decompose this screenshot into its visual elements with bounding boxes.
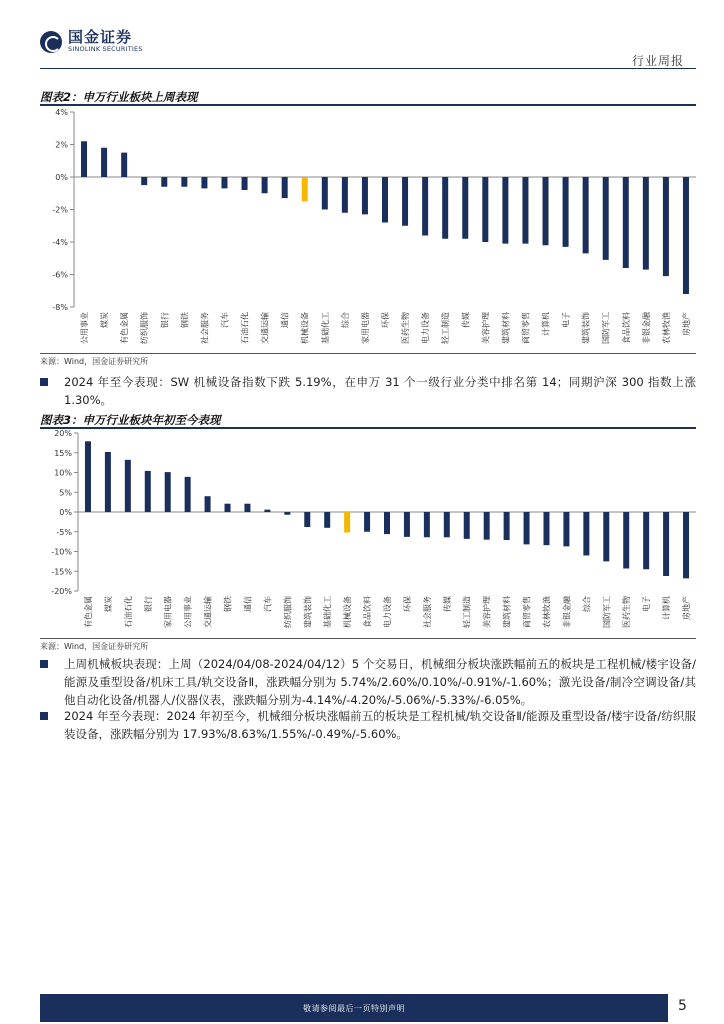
figure2-source: 来源：Wind，国金证券研究所 [40, 357, 149, 366]
bar [304, 512, 310, 527]
x-tick-label: 计算机 [662, 596, 672, 620]
footer-bar [40, 994, 668, 1022]
x-tick-label: 交通运输 [203, 596, 213, 628]
bar [161, 177, 167, 187]
bar [444, 512, 450, 537]
x-tick-label: 综合 [340, 312, 350, 328]
bar [364, 512, 370, 532]
bar [422, 177, 428, 236]
x-tick-label: 电子 [642, 596, 652, 612]
bar [302, 177, 308, 201]
bar [342, 177, 348, 213]
x-tick-label: 轻工制造 [462, 596, 472, 628]
x-tick-label: 国防军工 [601, 312, 611, 344]
logo-name-en: SINOLINK SECURITIES [68, 45, 143, 53]
x-tick-label: 农林牧渔 [542, 596, 552, 628]
bar [583, 512, 589, 555]
logo-name-cn: 国金证券 [68, 28, 133, 46]
bar [663, 512, 669, 576]
x-tick-label: 传媒 [442, 596, 452, 612]
x-tick-label: 房地产 [682, 596, 692, 620]
bar [264, 510, 270, 512]
bar [424, 512, 430, 537]
bar [603, 512, 609, 561]
bar [282, 177, 288, 198]
x-tick-label: 公用事业 [80, 312, 90, 344]
figure3-chart [40, 429, 696, 637]
bar [244, 504, 250, 512]
bar [623, 177, 629, 268]
x-tick-label: 电子 [561, 312, 571, 328]
bar [384, 512, 390, 534]
bar [603, 177, 609, 260]
x-tick-label: 钢铁 [223, 596, 233, 612]
bullet-last-week [40, 655, 696, 709]
bar [583, 177, 589, 253]
x-tick-label: 非银金融 [562, 596, 572, 628]
figure2-title: 图表2：申万行业板块上周表现 [40, 90, 198, 104]
x-tick-label: 传媒 [461, 312, 471, 328]
x-tick-label: 社会服务 [422, 596, 432, 628]
bar [284, 512, 290, 515]
bar [145, 471, 151, 512]
bullet-text: 2024 年至今表现：2024 年初至今，机械细分板块涨幅前五的板块是工程机械/轨交设备Ⅱ/能源及重型设备/楼宇设备/纺织服装设备，涨跌幅分别为 17.93%/8.63%/1.55%/-0.49%/-5.60%。 [64, 709, 696, 741]
x-tick-label: 机械设备 [343, 596, 353, 628]
x-tick-label: 通信 [243, 596, 253, 612]
x-tick-label: 社会服务 [200, 312, 210, 344]
bar [563, 177, 569, 247]
x-tick-label: 建筑材料 [502, 596, 512, 628]
bar [322, 177, 328, 210]
x-tick-label: 医药生物 [401, 312, 411, 344]
x-tick-label: 汽车 [263, 596, 273, 612]
bar [563, 512, 569, 546]
bar [85, 441, 91, 512]
x-tick-label: 有色金属 [120, 312, 130, 344]
x-tick-label: 煤炭 [103, 596, 113, 612]
x-tick-label: 家用电器 [163, 596, 173, 628]
bar [464, 512, 470, 539]
y-tick-label: -15% [51, 567, 72, 577]
bar [683, 177, 689, 294]
bar [543, 512, 549, 545]
bar [404, 512, 410, 537]
x-tick-label: 食品饮料 [363, 596, 373, 628]
bar [165, 472, 171, 512]
x-tick-label: 综合 [582, 596, 592, 612]
y-tick-label: -5% [56, 527, 72, 537]
bar [81, 141, 87, 177]
bar [502, 177, 508, 244]
bar [462, 177, 468, 239]
x-tick-label: 建筑材料 [501, 312, 511, 344]
x-tick-label: 商贸零售 [522, 596, 532, 628]
x-tick-label: 美容护理 [481, 312, 491, 344]
x-tick-label: 非银金融 [641, 312, 651, 344]
bar [643, 512, 649, 569]
x-tick-label: 环保 [381, 312, 390, 328]
bar [382, 177, 388, 223]
x-tick-label: 通信 [280, 312, 290, 328]
bar [484, 512, 490, 540]
x-tick-label: 食品饮料 [621, 312, 631, 344]
x-tick-label: 计算机 [541, 311, 551, 336]
y-tick-label: 10% [54, 468, 72, 478]
bar [663, 177, 669, 276]
x-tick-label: 汽车 [220, 312, 230, 328]
bar [442, 177, 448, 239]
x-tick-label: 国防军工 [602, 596, 612, 628]
y-tick-label: 20% [54, 429, 72, 438]
bar [623, 512, 629, 568]
bar [543, 177, 549, 245]
bar [683, 512, 689, 578]
figure3-source: 来源：Wind，国金证券研究所 [40, 642, 149, 651]
bullet-ytd-summary [40, 373, 696, 409]
bar [121, 153, 127, 177]
x-tick-label: 商贸零售 [521, 312, 531, 344]
y-tick-label: 2% [55, 140, 68, 150]
x-tick-label: 公用事业 [183, 596, 193, 628]
y-tick-label: -2% [52, 205, 68, 215]
header-divider [40, 68, 696, 69]
y-tick-label: 0% [55, 173, 68, 182]
company-logo [40, 30, 143, 53]
x-tick-label: 电力设备 [421, 312, 431, 344]
x-tick-label: 石油石化 [123, 596, 133, 628]
bar [201, 177, 207, 188]
bar [221, 177, 227, 188]
x-tick-label: 煤炭 [100, 312, 110, 328]
page-header [0, 0, 724, 68]
bar [125, 460, 131, 512]
x-tick-label: 基础化工 [320, 312, 330, 344]
y-tick-label: -20% [51, 587, 72, 596]
x-tick-label: 纺织服饰 [140, 312, 150, 344]
bullet-ytd-subsectors [40, 707, 696, 743]
figure3-title: 图表3：申万行业板块年初至今表现 [40, 413, 221, 427]
y-tick-label: -10% [51, 547, 72, 557]
bar [344, 512, 350, 533]
x-tick-label: 纺织服饰 [283, 596, 293, 628]
bar [402, 177, 408, 226]
y-tick-label: 0% [59, 508, 72, 517]
figure3-source-divider [40, 638, 696, 639]
y-tick-label: -6% [52, 270, 68, 280]
x-tick-label: 建筑装饰 [303, 596, 313, 628]
bar [482, 177, 488, 242]
x-tick-label: 房地产 [681, 312, 691, 336]
bullet-square-icon [40, 660, 48, 668]
bar [362, 177, 368, 214]
x-tick-label: 机械设备 [300, 312, 310, 344]
bar [524, 512, 530, 544]
x-tick-label: 钢铁 [180, 312, 190, 328]
x-tick-label: 交通运输 [260, 312, 270, 344]
x-tick-label: 家用电器 [360, 312, 370, 344]
y-tick-label: -4% [52, 238, 68, 247]
figure2-source-divider [40, 353, 696, 354]
x-tick-label: 银行 [160, 312, 170, 328]
bullet-square-icon [40, 712, 48, 720]
footer-disclaimer: 敬请参阅最后一页特别声明 [303, 1004, 405, 1013]
bar [242, 177, 248, 190]
bar [105, 452, 111, 512]
bar [205, 496, 211, 512]
bar [141, 177, 147, 185]
y-tick-label: 4% [55, 108, 68, 117]
bar [324, 512, 330, 528]
bar [181, 177, 187, 187]
bar [522, 177, 528, 244]
figure2-chart [40, 106, 696, 352]
logo-icon [40, 31, 62, 53]
x-tick-label: 环保 [402, 596, 412, 612]
x-tick-label: 建筑装饰 [581, 312, 591, 344]
x-tick-label: 银行 [143, 596, 153, 612]
x-tick-label: 轻工制造 [441, 312, 451, 344]
x-tick-label: 石油石化 [240, 312, 250, 344]
bullet-square-icon [40, 378, 48, 386]
x-tick-label: 农林牧渔 [661, 312, 671, 344]
bar [262, 177, 268, 193]
bar [185, 477, 191, 512]
x-tick-label: 电力设备 [383, 596, 392, 628]
page-number: 5 [678, 998, 687, 1014]
y-tick-label: 5% [59, 488, 72, 498]
x-tick-label: 美容护理 [482, 596, 492, 628]
bar [101, 148, 107, 177]
x-tick-label: 医药生物 [622, 596, 632, 628]
bar [504, 512, 510, 540]
x-tick-label: 有色金属 [83, 596, 93, 628]
bullet-text: 上周机械板块表现：上周（2024/04/08-2024/04/12）5 个交易日，机械细分板块涨跌幅前五的板块是工程机械/楼宇设备/能源及重型设备/机床工具/轨交设备Ⅱ，涨跌幅分别为 5.74%/2.60%/0.10%/-0.91%/-1.60%；激光设备/制冷空调设备/其他自动化设备/机器人/仪器仪表，涨跌幅分别为-4.14%/-4.20%/-5.06%/-5.33%/-6.05%。 [64, 657, 696, 707]
y-tick-label: 15% [54, 448, 72, 458]
y-tick-label: -8% [52, 303, 68, 312]
bar [643, 177, 649, 270]
report-type: 行业周报 [631, 54, 684, 68]
bullet-text: 2024 年至今表现：SW 机械设备指数下跌 5.19%，在申万 31 个一级行业分类中排名第 14；同期沪深 300 指数上涨 1.30%。 [64, 375, 696, 407]
bar [225, 504, 231, 512]
x-tick-label: 基础化工 [323, 596, 333, 628]
